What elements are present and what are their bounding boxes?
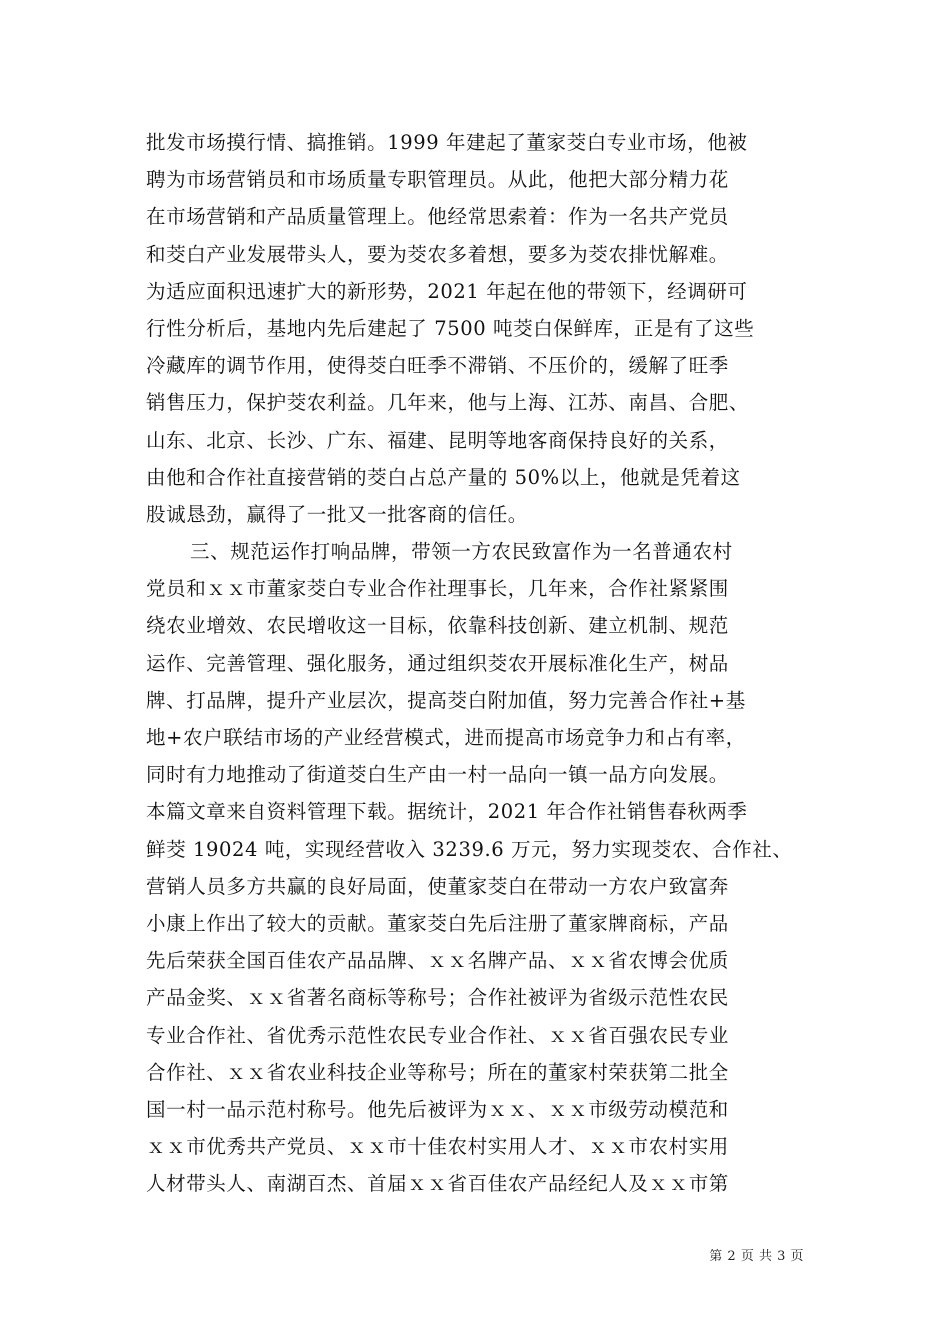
text-line: 鲜茭 19024 吨，实现经营收入 3239.6 万元，努力实现茭农、合作社、 — [146, 837, 793, 861]
text-line: 在市场营销和产品质量管理上。他经常思索着：作为一名共产党员 — [146, 205, 729, 229]
text-line: 国一村一品示范村称号。他先后被评为ｘｘ、ｘｘ市级劳动模范和 — [146, 1097, 729, 1121]
text-line: 行性分析后，基地内先后建起了 7500 吨茭白保鲜库，正是有了这些 — [146, 316, 755, 340]
body-text — [146, 124, 826, 1202]
text-line: 专业合作社、省优秀示范性农民专业合作社、ｘｘ省百强农民专业 — [146, 1023, 729, 1047]
text-line: 人材带头人、南湖百杰、首届ｘｘ省百佳农产品经纪人及ｘｘ市第 — [146, 1172, 729, 1196]
page-number: 第 2 页 共 3 页 — [709, 1249, 804, 1264]
text-line: 合作社、ｘｘ省农业科技企业等称号；所在的董家村荣获第二批全 — [146, 1060, 729, 1084]
text-line: 党员和ｘｘ市董家茭白专业合作社理事长，几年来，合作社紧紧围 — [146, 577, 729, 601]
text-line: 由他和合作社直接营销的茭白占总产量的 50%以上，他就是凭着这 — [146, 465, 741, 489]
text-line: 绕农业增效、农民增收这一目标，依靠科技创新、建立机制、规范 — [146, 614, 729, 638]
text-line: 营销人员多方共赢的良好局面，使董家茭白在带动一方农户致富奔 — [146, 874, 729, 898]
text-line: 销售压力，保护茭农利益。几年来，他与上海、江苏、南昌、合肥、 — [146, 391, 750, 415]
text-line: 同时有力地推动了街道茭白生产由一村一品向一镇一品方向发展。 — [146, 763, 729, 787]
text-line: 和茭白产业发展带头人，要为茭农多着想，要多为茭农排忧解难。 — [146, 242, 729, 266]
text-line: 小康上作出了较大的贡献。董家茭白先后注册了董家牌商标，产品 — [146, 911, 729, 935]
section-heading-line: 三、规范运作打响品牌，带领一方农民致富作为一名普通农村 — [190, 540, 733, 564]
text-line: 股诚恳劲，赢得了一批又一批客商的信任。 — [146, 502, 528, 526]
text-line: 运作、完善管理、强化服务，通过组织茭农开展标准化生产，树品 — [146, 651, 729, 675]
text-line: 山东、北京、长沙、广东、福建、昆明等地客商保持良好的关系， — [146, 428, 729, 452]
text-line: 聘为市场营销员和市场质量专职管理员。从此，他把大部分精力花 — [146, 168, 729, 192]
text-line: 产品金奖、ｘｘ省著名商标等称号；合作社被评为省级示范性农民 — [146, 986, 729, 1010]
text-line: 为适应面积迅速扩大的新形势，2021 年起在他的带领下，经调研可 — [146, 279, 748, 303]
text-line: 地+农户联结市场的产业经营模式，进而提高市场竞争力和占有率， — [146, 726, 746, 749]
text-line: 冷藏库的调节作用，使得茭白旺季不滞销、不压价的，缓解了旺季 — [146, 354, 729, 378]
text-line: 先后荣获全国百佳农产品品牌、ｘｘ名牌产品、ｘｘ省农博会优质 — [146, 949, 729, 973]
text-line: ｘｘ市优秀共产党员、ｘｘ市十佳农村实用人才、ｘｘ市农村实用 — [146, 1135, 729, 1159]
text-line: 批发市场摸行情、搞推销。1999 年建起了董家茭白专业市场，他被 — [146, 131, 748, 154]
text-line: 牌、打品牌，提升产业层次，提高茭白附加值，努力完善合作社+基 — [146, 688, 746, 712]
text-line: 本篇文章来自资料管理下载。据统计，2021 年合作社销售春秋两季 — [146, 800, 748, 824]
